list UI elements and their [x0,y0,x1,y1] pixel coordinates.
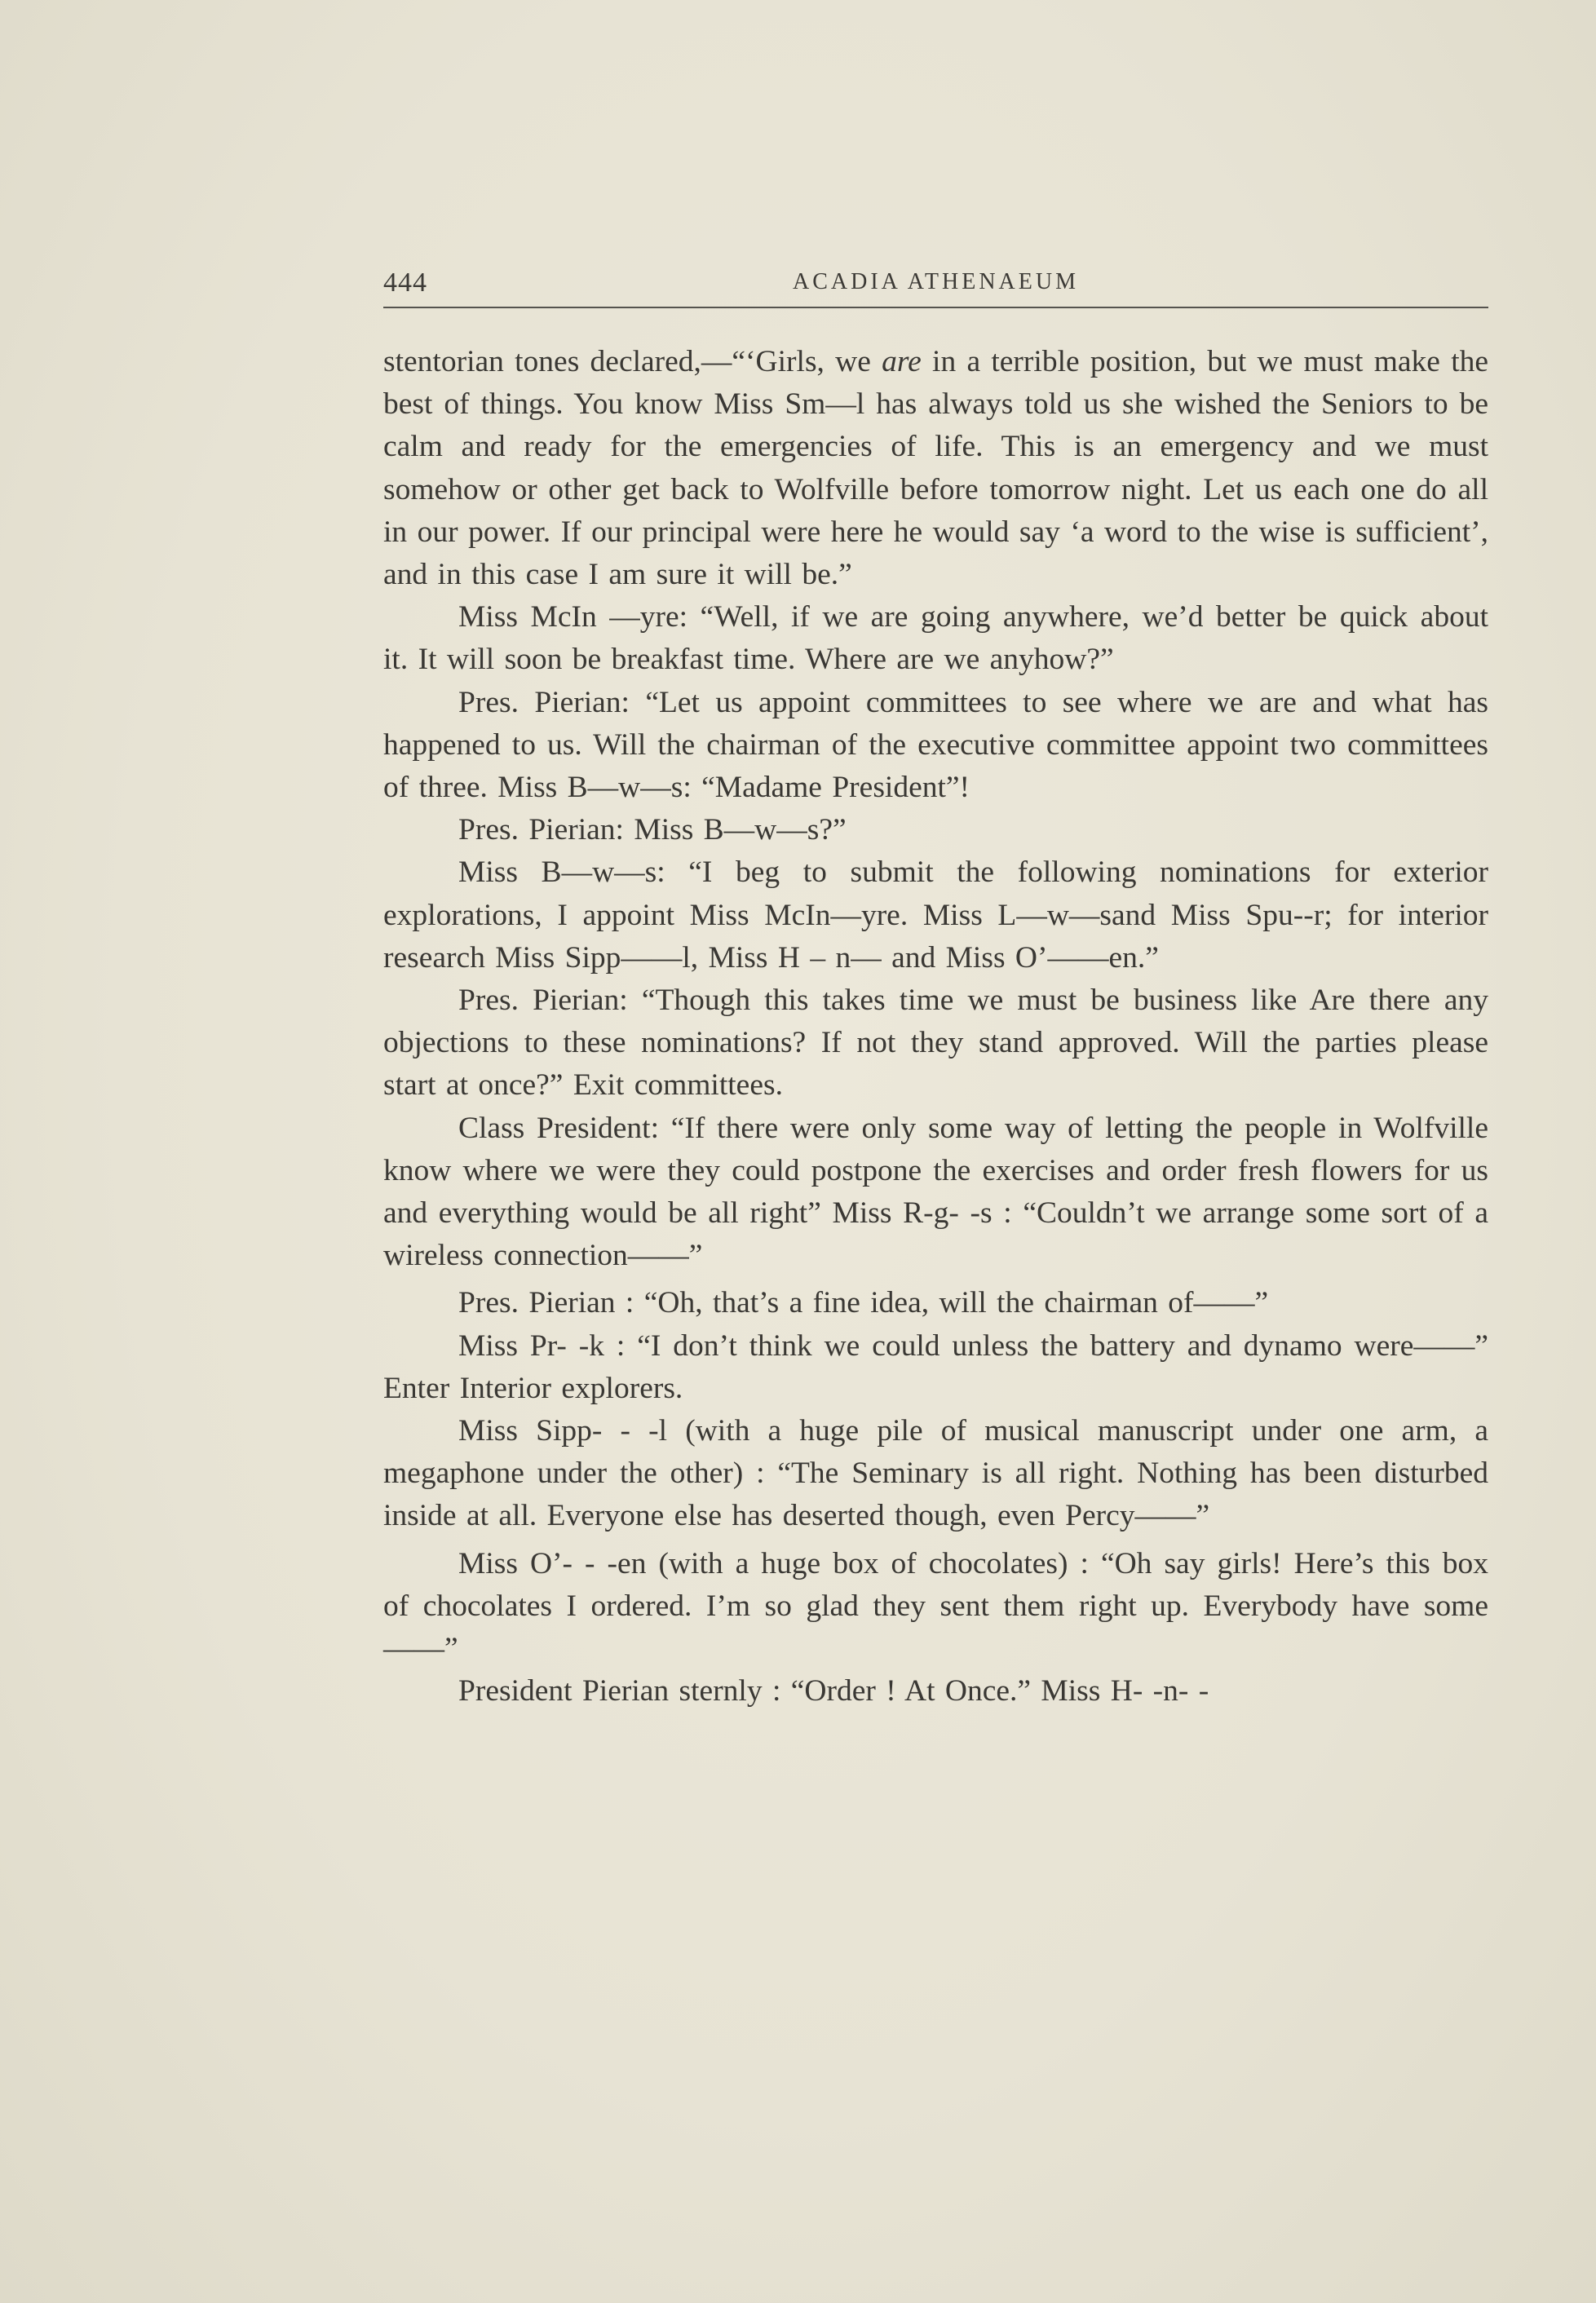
paragraph: Miss O’- - -en (with a huge box of chocolates) : “Oh say girls! Here’s this box of chocolates I ordered. I’m so glad they sent them right up. Everybody have some——” [383,1546,1488,1666]
paragraph: Pres. Pierian: “Though this takes time we must be business like Are there any objections to these nominations? If not they stand approved. Will the parties please start at once?” Exit committees. [383,984,1488,1103]
page-header [383,259,1488,305]
emphasis: are [882,345,922,378]
paragraph: Pres. Pierian: “Let us appoint committees to see where we are and what has happened to us. Will the chairman of the executive committee appoint two committees of three. Miss B—w—s: “Madame President”! [383,685,1488,805]
paragraph: Class President: “If there were only some way of letting the people in Wolfville know where we were they could postpone the exercises and order fresh flowers for us and everything would be all right” Miss R-g- -s : “Couldn’t we arrange some sort of a wireless connection——” [383,1111,1488,1273]
paragraph: Miss B—w—s: “I beg to submit the following nominations for exterior explorations, I appoint Miss McIn—yre. Miss L—w—sand Miss Spu--r; for interior research Miss Sipp——l, Miss H – n— and Miss O’——en.” [383,855,1488,975]
paragraph: Pres. Pierian: Miss B—w—s?” [458,813,847,847]
paragraph: stentorian tones declared,—“‘Girls, we are in a terrible position, but we must make the best of things. You know Miss Sm—l has always told us she wished the Seniors to be calm and ready for the emergencies of life. This is an emergency and we must somehow or other get back to Wolfville before tomorrow night. Let us each one do all in our power. If our principal were here he would say ‘a word to the wise is sufficient’, and in this case I am sure it will be.” [383,345,1489,592]
header-rule [383,307,1488,308]
paragraph: Miss Sipp- - -l (with a huge pile of musical manuscript under one arm, a megaphone under the other) : “The Seminary is all right. Nothing has been disturbed inside at all. Everyone else has deserted though, even Percy——” [383,1414,1488,1533]
page-number: 444 [383,267,427,298]
paragraph: President Pierian sternly : “Order ! At Once.” Miss H- -n- - [458,1674,1209,1708]
body-text [383,341,1488,1713]
paragraph: Miss McIn —yre: “Well, if we are going anywhere, we’d better be quick about it. It will soon be breakfast time. Where are we anyhow?” [383,600,1488,677]
running-head: ACADIA ATHENAEUM [793,269,1079,294]
paragraph: Pres. Pierian : “Oh, that’s a fine idea, will the chairman of——” [458,1286,1269,1320]
paragraph: Miss Pr- -k : “I don’t think we could unless the battery and dynamo were——” Enter Interior explorers. [383,1328,1488,1405]
